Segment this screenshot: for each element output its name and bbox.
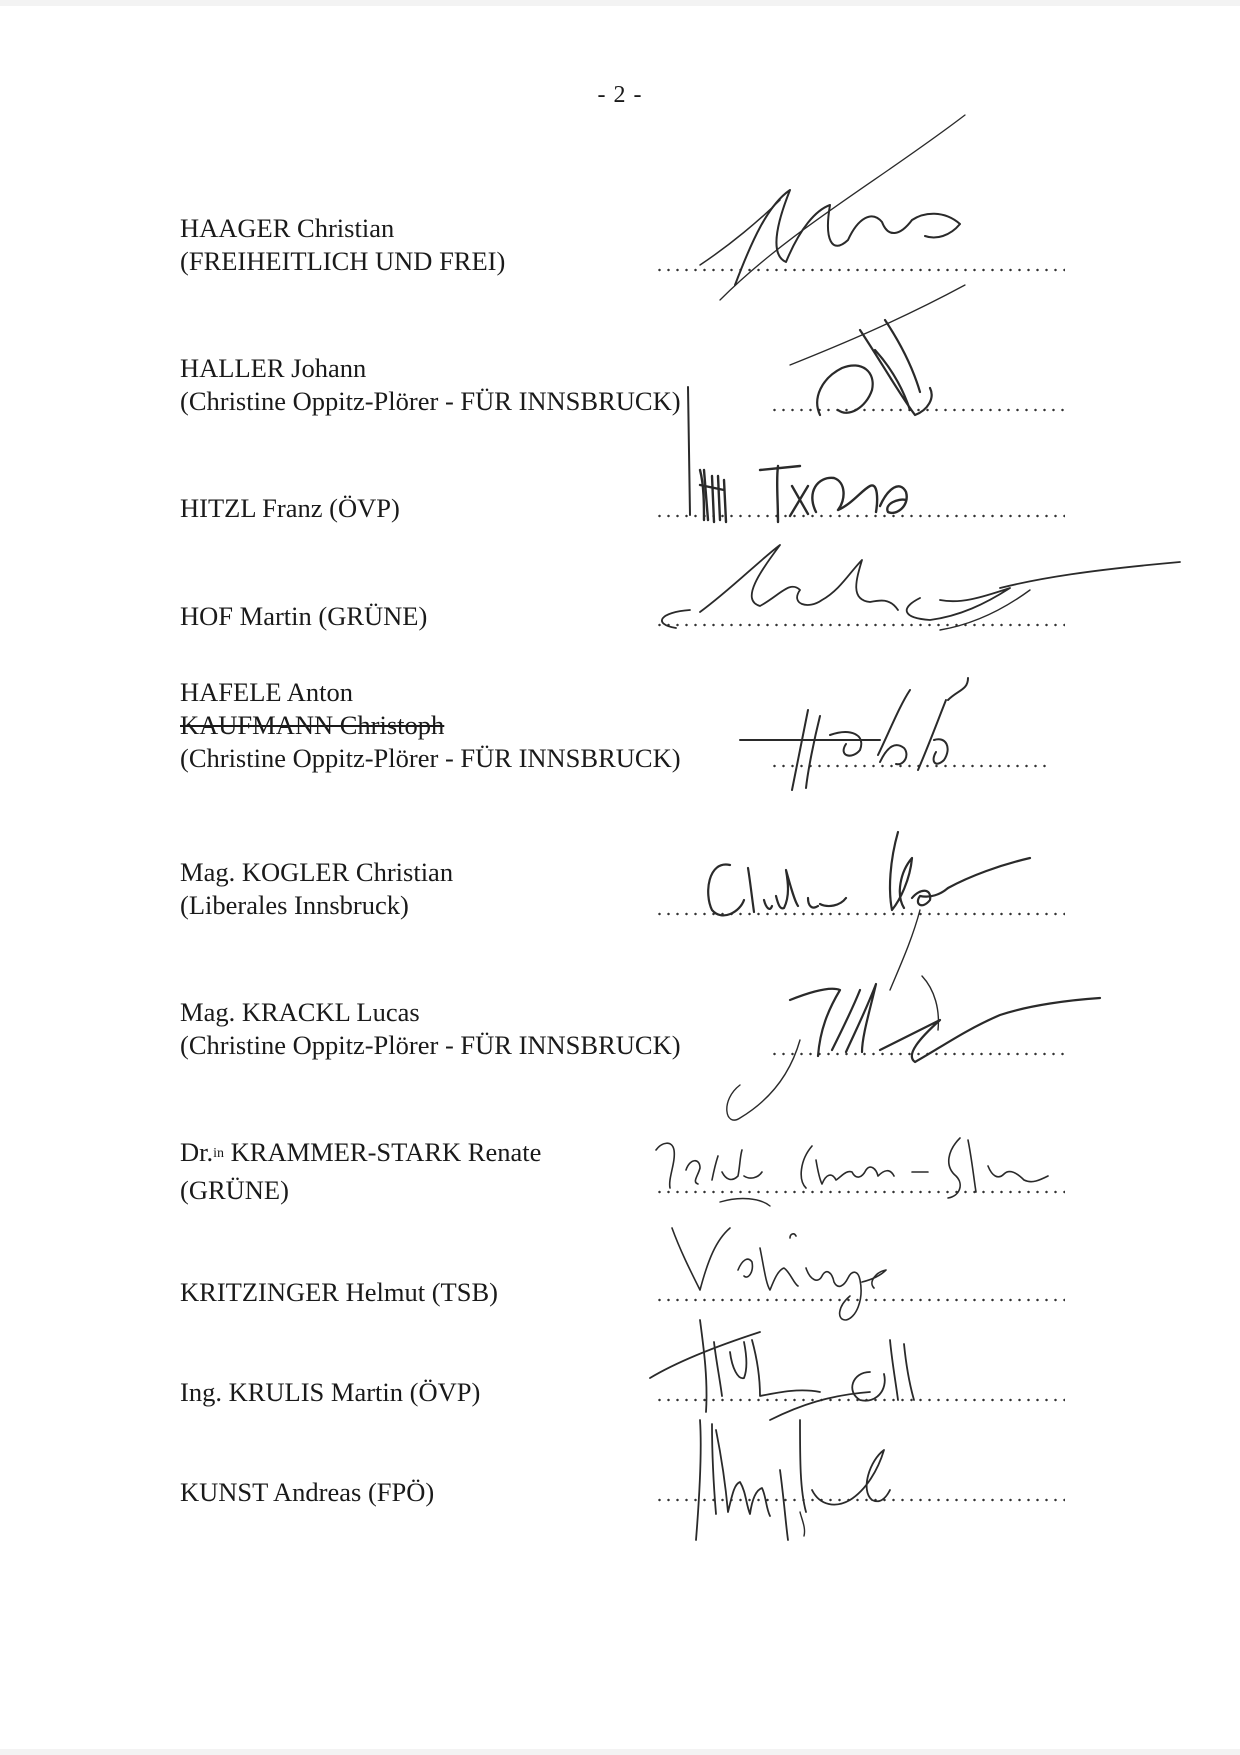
signatory-name: Mag. KOGLER Christian <box>180 857 454 887</box>
signature-line <box>655 912 1065 916</box>
signatory-name: Ing. KRULIS Martin (ÖVP) <box>180 1377 481 1407</box>
signature-krulis <box>650 1320 914 1420</box>
signature-kunst <box>696 1420 890 1540</box>
signatory-kritzinger <box>180 1276 498 1309</box>
signatory-name: HAAGER Christian <box>180 213 395 243</box>
signatory-party: (Christine Oppitz-Plörer - FÜR INNSBRUCK) <box>180 386 681 416</box>
signatory-krulis <box>180 1376 480 1409</box>
signatory-haager <box>180 212 505 278</box>
signature-hafele <box>740 678 968 790</box>
signatory-haller <box>180 352 681 418</box>
signatory-party: (Christine Oppitz-Plörer - FÜR INNSBRUCK) <box>180 743 681 773</box>
signature-line <box>770 408 1065 412</box>
signatory-name: HALLER Johann <box>180 353 367 383</box>
signatory-krackl <box>180 996 681 1062</box>
signature-krammer-stark <box>656 1138 1048 1198</box>
signatory-name: KUNST Andreas (FPÖ) <box>180 1477 435 1507</box>
signature-stroke <box>688 387 690 515</box>
signatory-kunst <box>180 1476 434 1509</box>
signatory-party: (FREIHEITLICH UND FREI) <box>180 246 506 276</box>
signature-krackl <box>727 976 1100 1120</box>
signatory-name: HITZL Franz (ÖVP) <box>180 493 400 523</box>
signatory-name: KRITZINGER Helmut (TSB) <box>180 1277 498 1307</box>
signatory-kogler <box>180 856 453 922</box>
signature-line <box>655 1298 1065 1302</box>
signatory-name: HOF Martin (GRÜNE) <box>180 601 428 631</box>
signatory-name: HAFELE Anton <box>180 677 353 707</box>
signatory-party: (GRÜNE) <box>180 1175 289 1205</box>
signature-line <box>770 1052 1065 1056</box>
struck-name: KAUFMANN Christoph <box>180 710 445 740</box>
signature-line <box>770 764 1050 768</box>
signatory-name: Dr.$^{in}$ KRAMMER-STARK Renate <box>180 1137 542 1167</box>
signatory-name: Mag. KRACKL Lucas <box>180 997 420 1027</box>
bottom-scan-edge <box>0 1749 1240 1755</box>
signature-line <box>655 623 1065 627</box>
signature-line <box>655 514 1065 518</box>
top-scan-edge <box>0 0 1240 6</box>
signature-line <box>655 1190 1065 1194</box>
signatory-party: (Liberales Innsbruck) <box>180 890 409 920</box>
signature-hof <box>662 545 1180 630</box>
signature-line <box>655 1398 1065 1402</box>
signatory-krammer-stark <box>180 1136 541 1207</box>
signatory-hof <box>180 600 427 633</box>
signatory-hafele <box>180 676 681 775</box>
signature-line <box>655 268 1065 272</box>
signature-line <box>655 1498 1065 1502</box>
page-number: - 2 - <box>597 82 643 108</box>
signature-haller <box>790 285 965 415</box>
signatory-party: (Christine Oppitz-Plörer - FÜR INNSBRUCK) <box>180 1030 681 1060</box>
signature-haager <box>700 115 965 300</box>
signature-kogler <box>708 832 1030 990</box>
signatory-hitzl <box>180 492 400 525</box>
